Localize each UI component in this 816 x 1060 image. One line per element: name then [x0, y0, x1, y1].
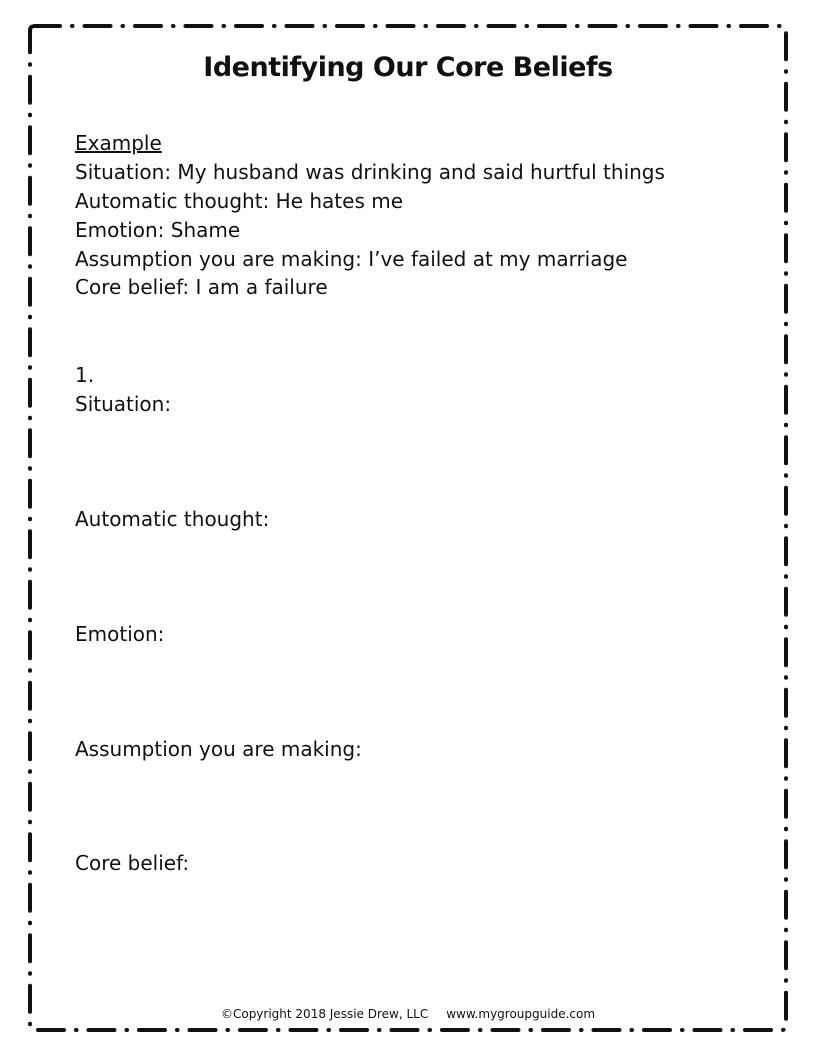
- example-situation: Situation: My husband was drinking and said hurtful things: [75, 160, 665, 184]
- website-text: www.mygroupguide.com: [446, 1007, 596, 1021]
- example-emotion: Emotion: Shame: [75, 218, 241, 242]
- exercise-number: 1.: [75, 363, 95, 387]
- automatic-thought-label: Automatic thought:: [75, 507, 270, 531]
- copyright-text: ©Copyright 2018 Jessie Drew, LLC: [220, 1007, 429, 1021]
- assumption-label: Assumption you are making:: [75, 737, 362, 761]
- core-belief-label: Core belief:: [75, 851, 190, 875]
- example-assumption: Assumption you are making: I’ve failed at my marriage: [75, 247, 628, 271]
- footer: [0, 1007, 816, 1021]
- situation-label: Situation:: [75, 392, 172, 416]
- example-heading: Example: [75, 131, 162, 155]
- page-title: Identifying Our Core Beliefs: [203, 52, 613, 83]
- example-core-belief: Core belief: I am a failure: [75, 275, 328, 299]
- example-automatic-thought: Automatic thought: He hates me: [75, 189, 404, 213]
- emotion-label: Emotion:: [75, 622, 165, 646]
